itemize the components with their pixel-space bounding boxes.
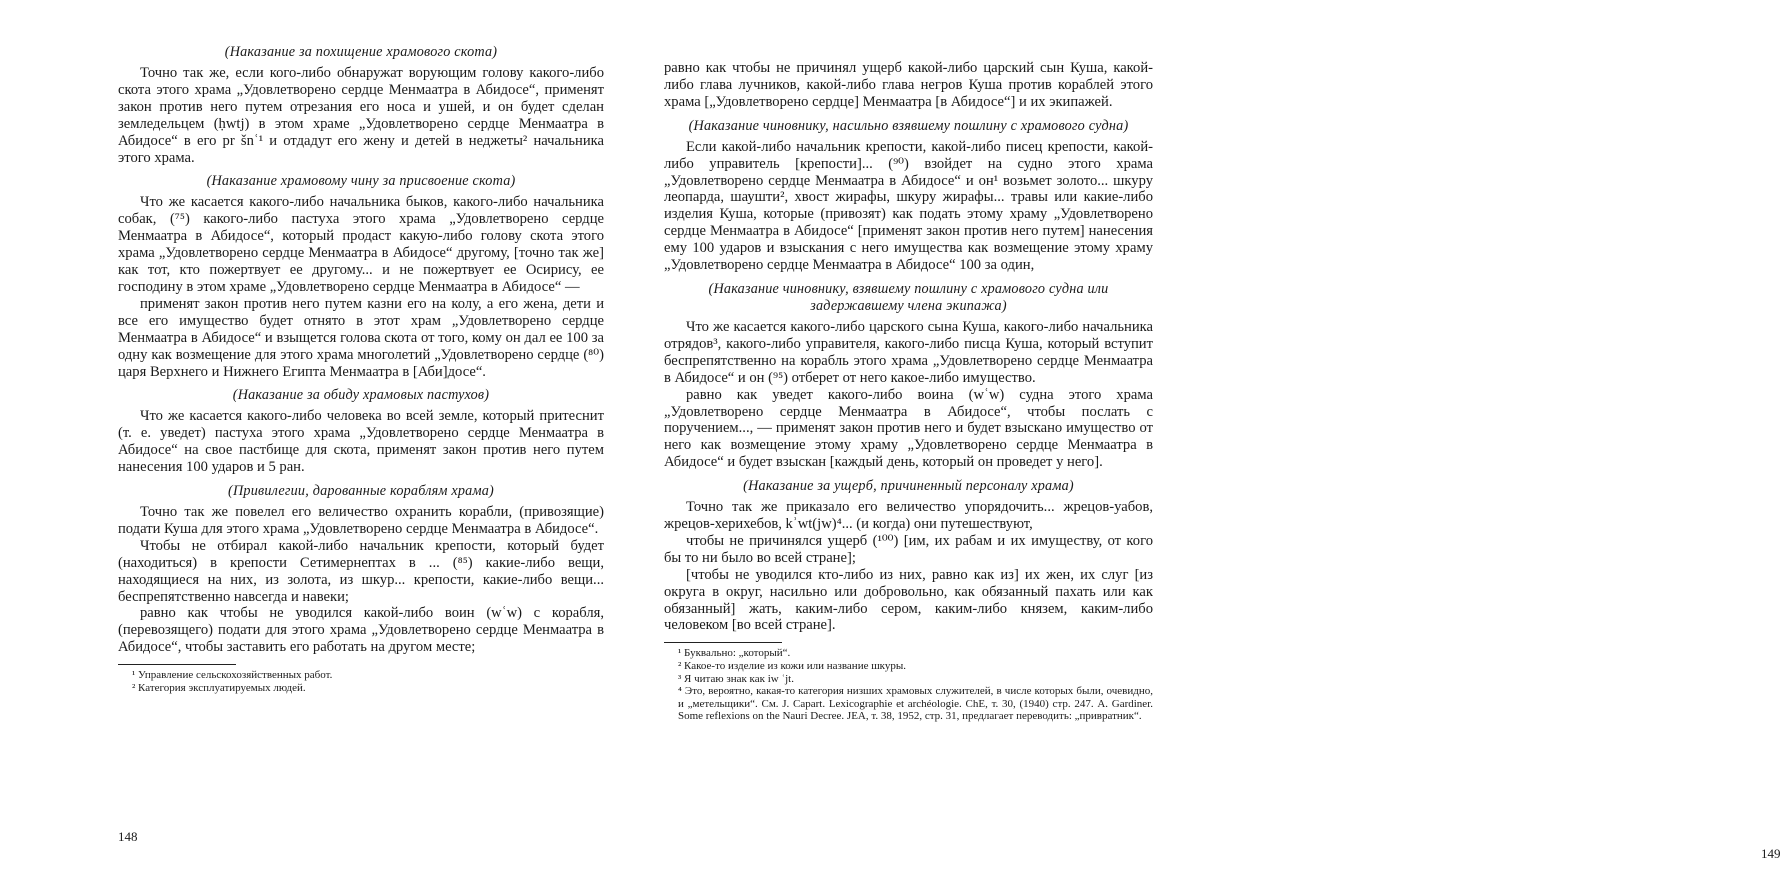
section-heading: (Наказание чиновнику, взявшему пошлину с храмового судна или задержавшему члена экипажа) [708, 280, 1109, 314]
section-heading: (Наказание чиновнику, насильно взявшему пошлину с храмового судна) [688, 117, 1129, 134]
paragraph: [чтобы не уводился кто-либо из них, равно как из] их жен, их слуг [из округа в округ, насильно или добровольно, как обязанный пахать или как обязанный] жать, каким-либо сером, каким-либо князем, каким-либо человеком [во всей стране]. [664, 566, 1153, 634]
footnote: ³ Я читаю знак как iw ʿjt. [678, 672, 794, 685]
left-section-2 [118, 173, 604, 380]
section-heading: (Привилегии, дарованные кораблям храма) [228, 483, 494, 500]
paragraph: Что же касается какого-либо царского сына Куша, какого-либо начальника отрядов³, какого-либо управителя, какого-либо писца Куша, который вступит беспрепятственно на корабль этого храма „Удовлетворено сердце Менмаатра в Абидосе“ и он (⁹⁵) отберет от него какое-либо имущество. [664, 318, 1153, 386]
paragraph: Точно так же, если кого-либо обнаружат ворующим голову какого-либо скота этого храма „Удовлетворено сердце Менмаатра в Абидосе“, применят закон против него путем отрезания его носа и ушей, и он будет сделан земледельцем (ḥwtj) в этом храме „Удовлетворено сердце Менмаатра в Абидосе“ в его pr šnʿ¹ и отдадут его жену и детей в неджеты² начальника этого храма. [118, 65, 604, 166]
right-page [632, 0, 1781, 893]
left-section-1 [118, 44, 604, 166]
right-footnotes [664, 647, 1153, 723]
left-footnotes [118, 669, 604, 694]
footnote-divider [664, 642, 782, 643]
paragraph: Точно так же повелел его величество охранить корабли, (привозящие) подати Куша для этого храма „Удовлетворено сердце Менмаатра в Абидосе“. [118, 504, 604, 537]
paragraph: Если какой-либо начальник крепости, какой-либо писец крепости, какой-либо управитель [крепости]... (⁹⁰) взойдет на судно этого храма „Удовлетворено сердце Менмаатра в Абидосе“ и он¹ возьмет золото... шкуру леопарда, шаушти², хвост жирафы, шкуру жирафы... травы или какие-либо изделия Куша, которые (привозят) как подать этому храму „Удовлетворено сердце Менмаатра в Абидосе“ [применят закон против него путем] нанесения ему 100 ударов и взыскания с него имущества как возмещение этому храму „Удовлетворено сердце Менмаатра в Абидосе“ 100 за один, [664, 138, 1153, 274]
footnote: ² Какое-то изделие из кожи или название шкуры. [678, 659, 907, 672]
page-number: 149 [1761, 846, 1781, 861]
footnote: ² Категория эксплуатируемых людей. [132, 681, 306, 694]
footnote: ¹ Буквально: „который“. [678, 647, 791, 660]
paragraph: равно как уведет какого-либо воина (wʿw) судна этого храма „Удовлетворено сердце Менмаатра в Абидосе“, чтобы послать с поручением..., — применят закон против него и будет взыскано имущество от него как возмещение этому храму „Удовлетворено сердце Менмаатра в Абидосе“ и будет взыскан [каждый день, который он проведет у него]. [664, 386, 1153, 471]
footnote-divider [118, 664, 236, 665]
footnote: ¹ Управление сельскохозяйственных работ. [132, 669, 333, 682]
paragraph: Точно так же приказало его величество упорядочить... жрецов-уабов, жрецов-херихебов, kʾwt(jw)⁴... (и когда) они путешествуют, [664, 499, 1153, 533]
paragraph: равно как чтобы не причинял ущерб какой-либо царский сын Куша, какой-либо глава лучников, какой-либо глава негров Куша против кораблей этого храма [„Удовлетворено сердце] Менмаатра [в Абидосе“] и их экипажей. [664, 60, 1153, 110]
footnote: ⁴ Это, вероятно, какая-то категория низших храмовых служителей, в числе которых были, очевидно, и „метельщики“. См. J. Capart. Lexicographie et archéologie. ChE, т. 30, (1940) стр. 247. A. Gardiner. Some reflexions on the Nauri Decree. JEA, т. 38, 1952, стр. 31, предлагает переводить: „привратник“. [678, 685, 1153, 723]
paragraph: Что же касается какого-либо человека во всей земле, который притеснит (т. е. уведет) пастуха этого храма „Удовлетворено сердце Менмаатра в Абидосе“ на свое пастбище для скота, применят закон против него путем нанесения 100 ударов и 5 ран. [118, 408, 604, 476]
right-section-3 [664, 281, 1153, 471]
right-section-4 [664, 478, 1153, 634]
right-section-2 [664, 118, 1153, 274]
page-number: 148 [118, 829, 138, 844]
left-page [0, 0, 632, 893]
left-section-3 [118, 387, 604, 476]
section-heading: (Наказание за обиду храмовых пастухов) [232, 387, 490, 404]
right-section-1 [664, 60, 1153, 111]
left-section-4 [118, 483, 604, 656]
section-heading: (Наказание за ущерб, причиненный персоналу храма) [743, 478, 1074, 495]
section-heading: (Наказание за похищение храмового скота) [224, 44, 498, 60]
paragraph: чтобы не причинялся ущерб (¹⁰⁰) [им, их рабам и их имуществу, от кого бы то ни было во всей стране]; [664, 532, 1153, 566]
paragraph: Чтобы не отбирал какой-либо начальник крепости, который будет (находиться) в крепости Сетимернептах в ... (⁸⁵) какие-либо вещи, находящиеся на них, из золота, из шкур... крепости, какие-либо вещи... беспрепятственно навсегда и навеки; [118, 537, 604, 605]
paragraph: применят закон против него путем казни его на колу, а его жена, дети и все его имущество будет отнято в этот храм „Удовлетворено сердце Менмаатра в Абидосе“ и взыщется голова скота от того, кому он дал ее 100 за одну как возмещение для этого храма многолетий „Удовлетворено сердце (⁸⁰) царя Верхнего и Нижнего Египта Менмаатра в [Аби]досе“. [118, 295, 604, 380]
paragraph: равно как чтобы не уводился какой-либо воин (wʿw) с корабля, (перевозящего) подати для этого храма „Удовлетворено сердце Менмаатра в Абидосе“, чтобы заставить его работать на другом месте; [118, 605, 604, 656]
paragraph: Что же касается какого-либо начальника быков, какого-либо начальника собак, (⁷⁵) какого-либо пастуха этого храма „Удовлетворено сердце Менмаатра в Абидосе“, который продаст какую-либо голову скота этого храма „Удовлетворено сердце Менмаатра в Абидосе“ другому, [точно так же] как тот, кто пожертвует ее другому... и не пожертвует ее Осирису, ее господину в этом храме „Удовлетворено сердце Менмаатра в Абидосе“ — [118, 194, 604, 295]
section-heading: (Наказание храмовому чину за присвоение скота) [206, 173, 516, 190]
